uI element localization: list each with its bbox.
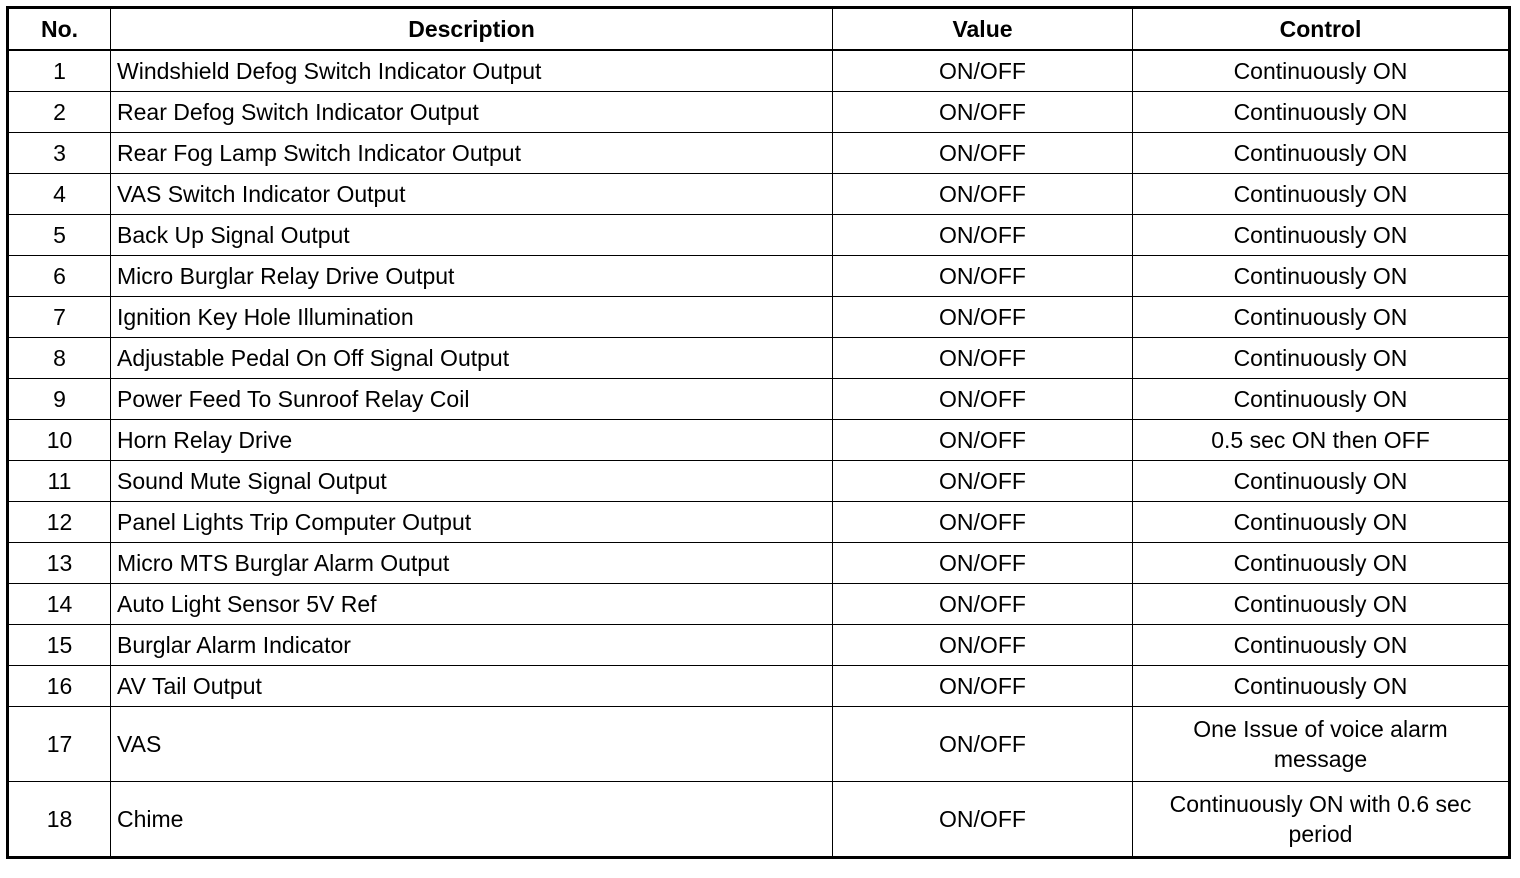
- row-value: ON/OFF: [833, 92, 1133, 133]
- row-value: ON/OFF: [833, 297, 1133, 338]
- row-description: AV Tail Output: [111, 666, 833, 707]
- header-value: Value: [833, 8, 1133, 51]
- row-control: Continuously ON: [1133, 50, 1510, 92]
- row-no: 4: [8, 174, 111, 215]
- row-no: 10: [8, 420, 111, 461]
- row-description: Ignition Key Hole Illumination: [111, 297, 833, 338]
- header-description: Description: [111, 8, 833, 51]
- row-no: 5: [8, 215, 111, 256]
- row-control: Continuously ON: [1133, 666, 1510, 707]
- row-control: Continuously ON: [1133, 502, 1510, 543]
- table-row: [8, 256, 1510, 297]
- row-control: Continuously ON: [1133, 625, 1510, 666]
- table-row: [8, 666, 1510, 707]
- row-value: ON/OFF: [833, 215, 1133, 256]
- row-no: 15: [8, 625, 111, 666]
- header-row: [8, 8, 1510, 51]
- table-row: [8, 297, 1510, 338]
- row-no: 9: [8, 379, 111, 420]
- row-value: ON/OFF: [833, 782, 1133, 858]
- table-row: [8, 174, 1510, 215]
- table-row: [8, 379, 1510, 420]
- row-no: 6: [8, 256, 111, 297]
- row-control: Continuously ON: [1133, 584, 1510, 625]
- row-description: Adjustable Pedal On Off Signal Output: [111, 338, 833, 379]
- table-row: [8, 782, 1510, 858]
- row-value: ON/OFF: [833, 133, 1133, 174]
- row-no: 3: [8, 133, 111, 174]
- row-control: Continuously ON: [1133, 543, 1510, 584]
- row-control: Continuously ON: [1133, 461, 1510, 502]
- table-row: [8, 625, 1510, 666]
- row-no: 11: [8, 461, 111, 502]
- row-no: 8: [8, 338, 111, 379]
- row-no: 17: [8, 707, 111, 782]
- row-control: Continuously ON: [1133, 297, 1510, 338]
- header-no: No.: [8, 8, 111, 51]
- row-no: 16: [8, 666, 111, 707]
- row-value: ON/OFF: [833, 502, 1133, 543]
- row-description: VAS Switch Indicator Output: [111, 174, 833, 215]
- row-value: ON/OFF: [833, 420, 1133, 461]
- row-control: Continuously ON: [1133, 338, 1510, 379]
- row-control: Continuously ON: [1133, 174, 1510, 215]
- row-value: ON/OFF: [833, 338, 1133, 379]
- row-control: Continuously ON: [1133, 133, 1510, 174]
- table-row: [8, 707, 1510, 782]
- row-description: VAS: [111, 707, 833, 782]
- row-description: Auto Light Sensor 5V Ref: [111, 584, 833, 625]
- table-row: [8, 215, 1510, 256]
- table-row: [8, 50, 1510, 92]
- row-value: ON/OFF: [833, 174, 1133, 215]
- row-description: Sound Mute Signal Output: [111, 461, 833, 502]
- header-control: Control: [1133, 8, 1510, 51]
- row-no: 18: [8, 782, 111, 858]
- row-description: Rear Defog Switch Indicator Output: [111, 92, 833, 133]
- row-description: Windshield Defog Switch Indicator Output: [111, 50, 833, 92]
- row-control: One Issue of voice alarm message: [1133, 707, 1510, 782]
- row-description: Micro Burglar Relay Drive Output: [111, 256, 833, 297]
- table-row: [8, 543, 1510, 584]
- table-header: [8, 8, 1510, 51]
- row-no: 1: [8, 50, 111, 92]
- row-description: Micro MTS Burglar Alarm Output: [111, 543, 833, 584]
- table-row: [8, 338, 1510, 379]
- row-value: ON/OFF: [833, 50, 1133, 92]
- table-row: [8, 502, 1510, 543]
- row-description: Power Feed To Sunroof Relay Coil: [111, 379, 833, 420]
- row-value: ON/OFF: [833, 666, 1133, 707]
- row-description: Chime: [111, 782, 833, 858]
- row-value: ON/OFF: [833, 256, 1133, 297]
- row-no: 2: [8, 92, 111, 133]
- row-no: 12: [8, 502, 111, 543]
- row-value: ON/OFF: [833, 584, 1133, 625]
- row-no: 13: [8, 543, 111, 584]
- row-description: Back Up Signal Output: [111, 215, 833, 256]
- row-description: Burglar Alarm Indicator: [111, 625, 833, 666]
- table-row: [8, 420, 1510, 461]
- row-control: 0.5 sec ON then OFF: [1133, 420, 1510, 461]
- row-control: Continuously ON: [1133, 92, 1510, 133]
- row-control: Continuously ON with 0.6 sec period: [1133, 782, 1510, 858]
- row-control: Continuously ON: [1133, 256, 1510, 297]
- row-no: 7: [8, 297, 111, 338]
- output-control-table: [6, 6, 1511, 859]
- table-row: [8, 584, 1510, 625]
- row-value: ON/OFF: [833, 461, 1133, 502]
- table-row: [8, 92, 1510, 133]
- row-description: Panel Lights Trip Computer Output: [111, 502, 833, 543]
- row-description: Horn Relay Drive: [111, 420, 833, 461]
- row-value: ON/OFF: [833, 625, 1133, 666]
- row-value: ON/OFF: [833, 707, 1133, 782]
- table-body: [8, 50, 1510, 858]
- row-control: Continuously ON: [1133, 379, 1510, 420]
- row-control: Continuously ON: [1133, 215, 1510, 256]
- table-row: [8, 133, 1510, 174]
- row-no: 14: [8, 584, 111, 625]
- row-value: ON/OFF: [833, 543, 1133, 584]
- table-row: [8, 461, 1510, 502]
- row-value: ON/OFF: [833, 379, 1133, 420]
- row-description: Rear Fog Lamp Switch Indicator Output: [111, 133, 833, 174]
